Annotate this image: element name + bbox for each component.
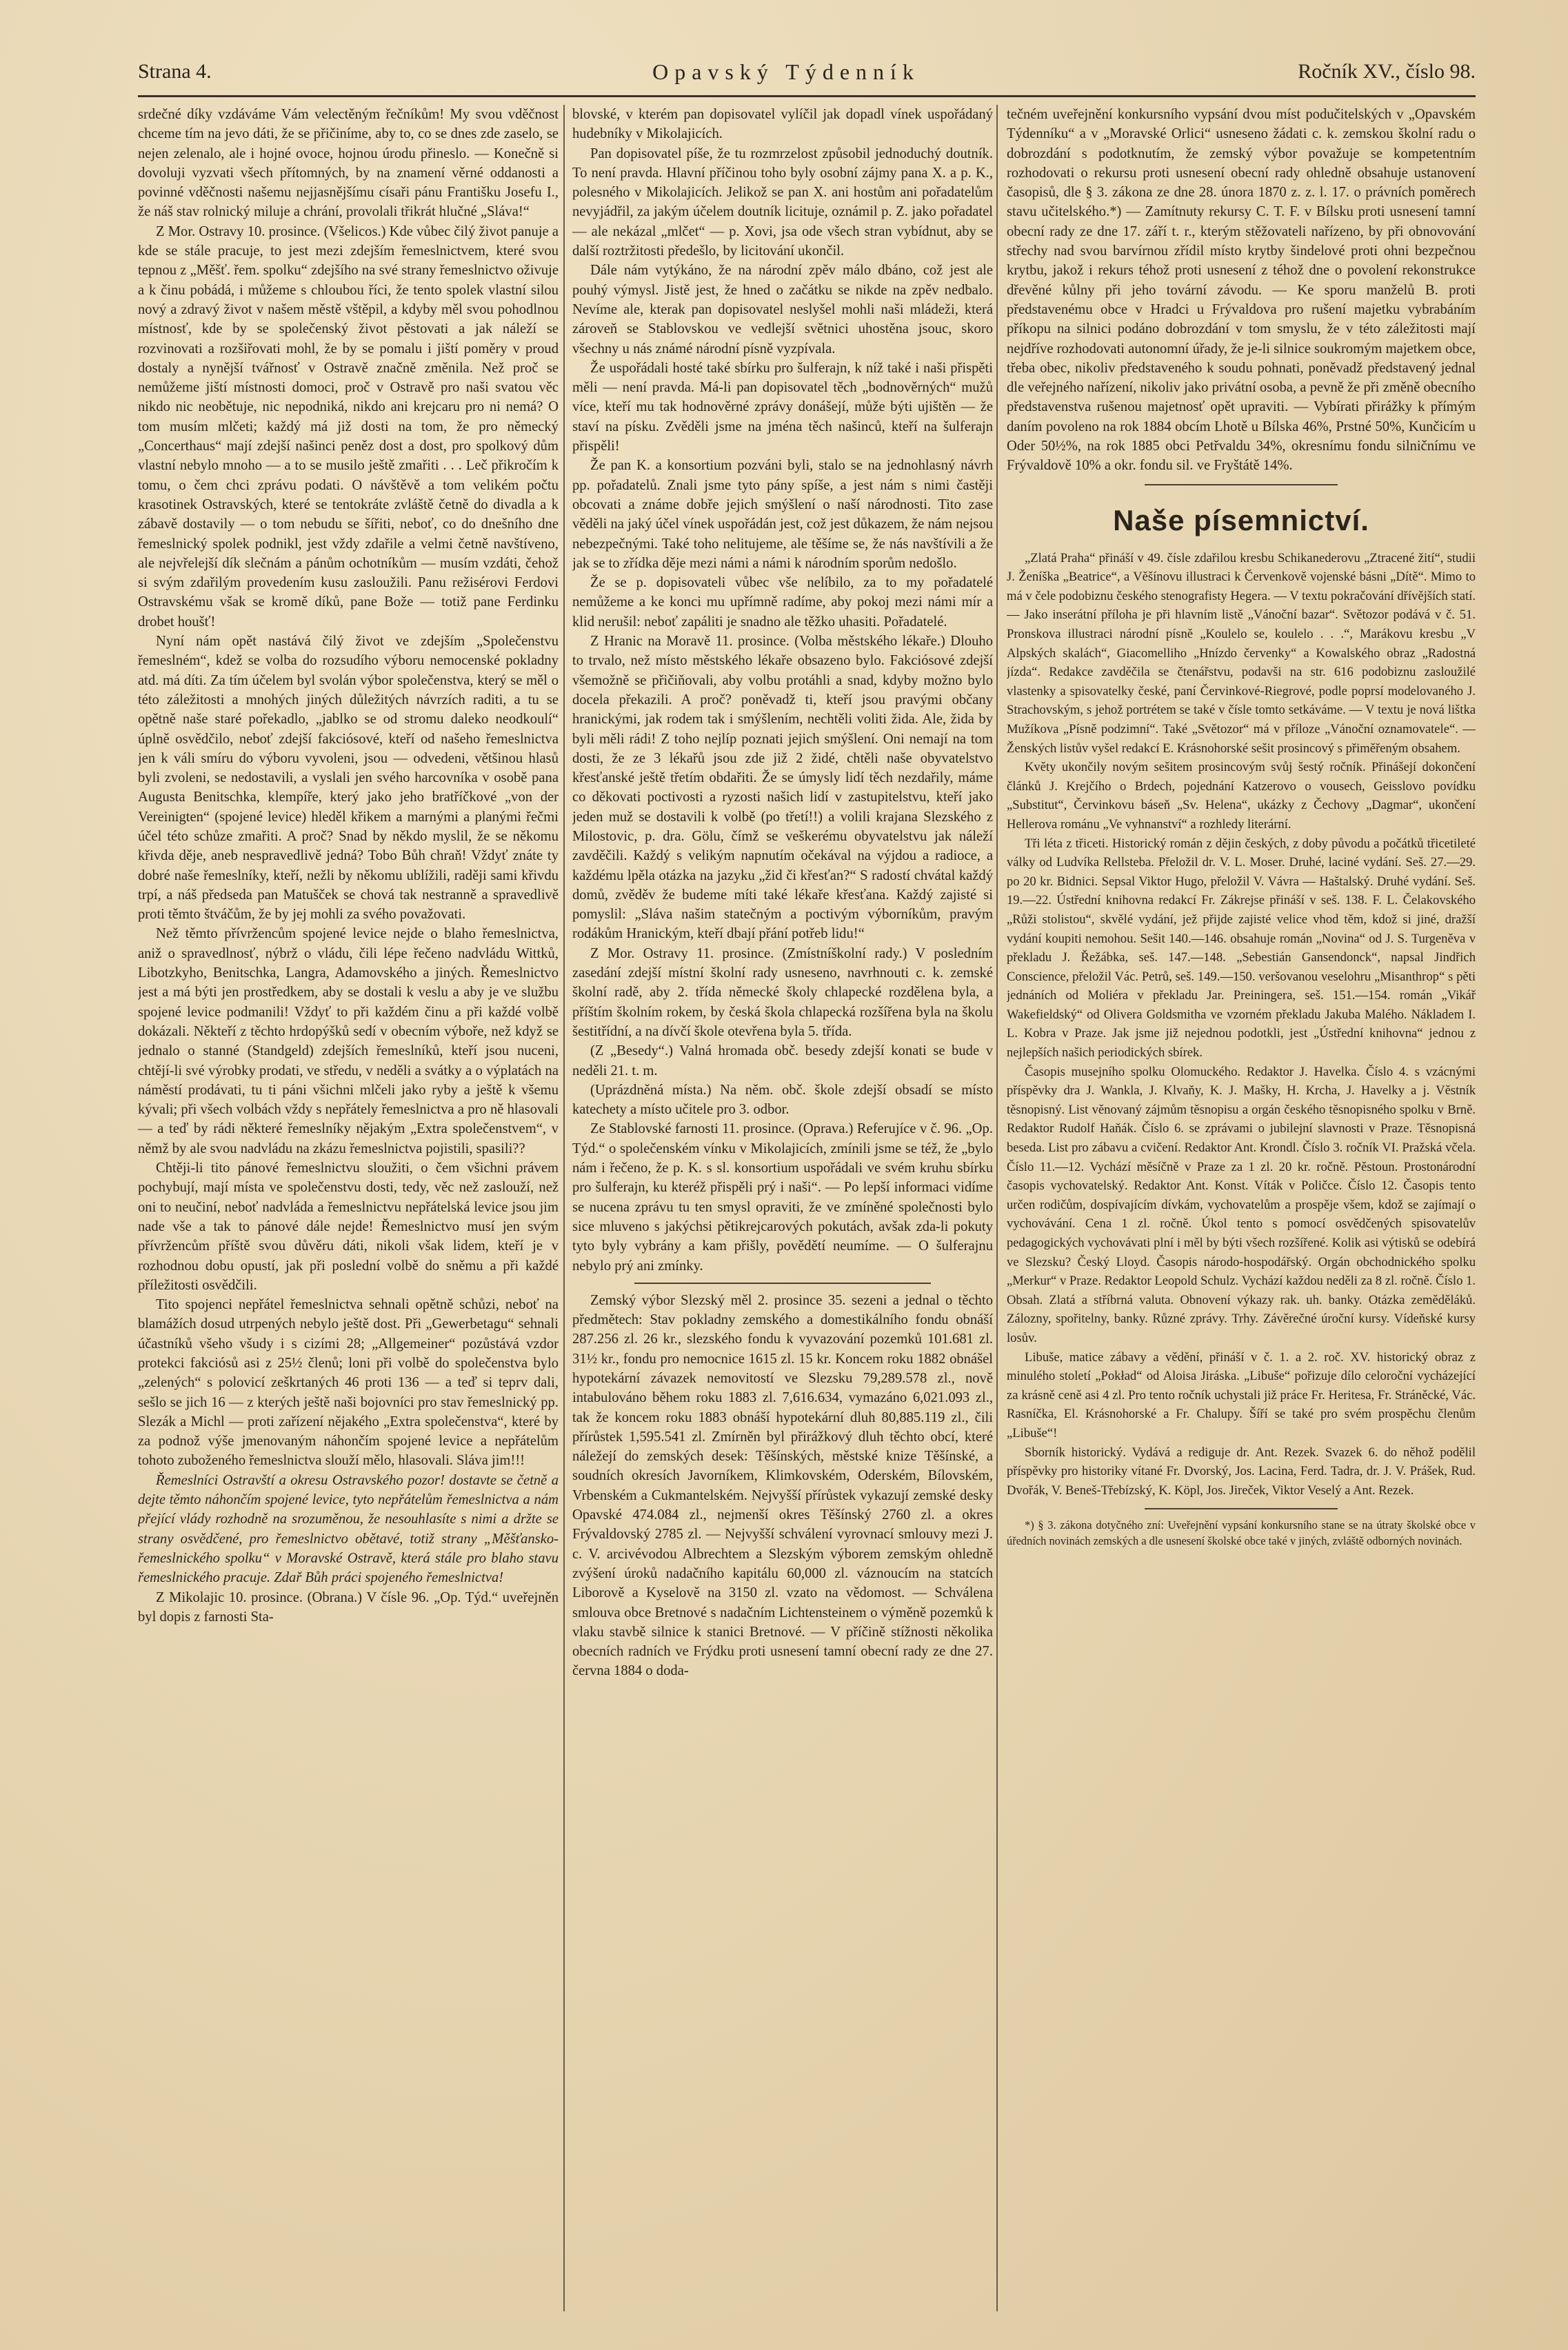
column-divider	[563, 105, 565, 2311]
page-number: Strana 4.	[138, 60, 212, 83]
page-header	[138, 54, 1476, 90]
article-paragraph: Zemský výbor Slezský měl 2. prosince 35. sezeni a jednal o těchto předmětech: Stav pokladny zemského a domestikálního fondu obnáší 287.256 zl. 26 kr., slezského fondu k vyvazování pozemků 101.681 zl. 31½ kr., fondu pro nemocnice 1615 zl. 15 kr. Koncem roku 1882 obnášel hypotekární závazek nemovitostí ve Slezsku 79,289.578 zl., nově intabulováno během roku 1883 zl. 7,616.634, vymazáno 6,021.093 zl., tak že koncem roku 1883 obnáší hypotekární dluh 80,885.119 zl., čili přírůstek 1,595.541 zl. Zmírněn byl přirážkový dluh těchto obcí, které náležejí do zemských desek: Těšínských, městské knize Těšínské, a soudních okresích Javorníkem, Klimkovském, Oderském, Bílovském, Vrbenském a Cukmantelském. Nejvyšší přírůstek vykazují zemské desky Opavské 474.084 zl., nejmenší okres Těšínský 2760 zl. a okres Frývaldovský 2785 zl. — Nejvyšší schválení vyrovnací smlouvy mezi J. c. V. arcivévodou Albrechtem a Slezským výborem zemským ohledně zvýšení úroků nadačního kapitálu 60,000 zl. váznoucím na statcích Liborově a Kyselově na 3150 zl. vzato na vědomost. — Schválena smlouva obce Bretnové s nadačním Lichtensteinem o výměně pozemků k vlaku stavbě silnice k stanici Bretnové. — V příčině stížnosti několika obecních radních ve Frýdku proti usnesení tamní obecní rady ze dne 27. června 1884 o doda-	[572, 1292, 993, 1679]
header-rule	[138, 95, 1476, 97]
column-divider	[996, 105, 998, 2311]
article-paragraph: tečném uveřejnění konkursního vypsání dvou míst podučitelských v „Opavském Týdenníku“ a v „Moravské Orlici“ usneseno žádati c. k. zemskou školní radu o dobrozdání s podotknutím, že zemský výbor považuje se kompetentním rozhodovati o rekursu proti usnesení obecní rady ohledně obsahuje ustanovení časopisů, dle § 3. zákona ze dne 28. února 1870 z. z. l. 17. o právních poměrech stavu učitelského.*) — Zamítnuty rekursy C. T. F. v Bílsku proti usnesení tamní obecní rady ze dne 17. září t. r., kterým stěžovateli nařízeno, by při obnovování střechy nad svou barvírnou zřídil místo krytby šindelové proti ohni bezpečnou krytbu, jakož i rekurs téhož proti usnesení z téhož dne o povolení rekonstrukce dřevěné kůlny při jeho tovární závodu. — Ke sporu manželů B. proti představenému obce v Hradci u Frývaldova pro rušení majetku vybrabáním příkopu na silnici podáno dobrozdání v tom smyslu, že v této záležitosti mají nejdříve rozhodovati autonomní úřady, že je-li silnice soukromým majetkem obce, třeba obec, nikoliv představeného k soudu pohnati, poněvadž představený jednal dle veřejného nařízení, nikoliv jako privátní osoba, a pevně že při změně obecního představenstva rušenou majetnosť opět upraviti. — Vybírati přirážky k přímým daním povoleno na rok 1884 obcím Lhotě u Bílska 46%, Prstné 50%, Kunčicím u Oder 50½%, na rok 1885 obci Petřvaldu 34%, okresnímu fondu silničnímu ve Frývaldově 10% a okr. fondu sil. ve Fryštátě 14%.	[1007, 107, 1476, 474]
article-paragraph: Řemeslníci Ostravští a okresu Ostravského pozor! dostavte se četně a dejte těmto náhončím spojené levice, tyto nepřátelům řemeslnictva a nám přející vlády rozhodně na srozuměnou, že nesouhlasíte s nimi a držte se strany osvědčené, pro řemeslnictvo obětavé, totiž strany „Měšťansko-řemeslnického spolku“ v Moravské Ostravě, která stále pro blaho stavu řemeslnického pracuje. Zdař Bůh práci spojeného řemeslnictva!	[138, 1472, 559, 1586]
article-paragraph: Chtěji-li tito pánové řemeslnictvu sloužiti, o čem všichni právem pochybují, mají místa ve společenstvu dosti, tedy, věc než zaslouží, než oni to neučiní, neboť nadvláda a řemeslnictvu nepřátelská levice jsou jim nade vše a tak to pánové dále nejde! Řemeslnictvo musí jen svým přívržencům příště svou důvěru dáti, nikoli však lidem, kteří je v rozhodnou dobu opustí, jak při poslední volbě do sněmu a při každé příležitosti osvědčili.	[138, 1161, 559, 1293]
article-paragraph: Nyní nám opět nastává čilý život ve zdejším „Společenstvu řemeslném“, kdež se volba do rozsudího výboru nemocenské pokladny atd. má díti. Za tím účelem byl svolán výbor společenstva, který se měl o této záležitosti a mnohých jiných důležitých návrzích raditi, a tu se opětně naše staré pořekadlo, „jablko se od stromu daleko neodkoulí“ úplně osvědčilo, neboť zdejší fakciósové, kteří od našeho řemeslnictva jen k váli smíru do výboru vyvoleni, jsou — odvedeni, většinou hlasů byli zvoleni, se nedostavili, a vyslali jen svého harcovníka v osobě pana Augusta Benitschka, klempíře, který jako jeho bratříčkové „von der Vereinigten“ (spojené levice) hleděl křikem a marnými a planými řečmi účel této schůze zmařiti. A proč? Snad by někdo myslil, že se někomu křivda děje, aneb nespravedlivě jedná? Tobo Bůh chraň! Vždyť znáte ty dobré naše řemeslníky, kteří, nežli by někomu ublížili, raději sami křivdu trpí, a náš předseda pan Matušček se chová tak nestranně a spravedlivě proti těmto štváčům, že by jej mohli za svého považovati.	[138, 634, 559, 923]
newspaper-title: Opavský Týdenník	[652, 59, 920, 84]
column-3	[1007, 105, 1476, 2311]
article-paragraph: (Uprázdněná místa.) Na něm. obč. škole zdejší obsadí se místo katechety a místo učitele pro 3. odbor.	[572, 1082, 993, 1118]
volume-issue: Ročník XV., číslo 98.	[1298, 60, 1476, 83]
article-paragraph: Že se p. dopisovateli vůbec vše nelíbilo, za to my pořadatelé nemůžeme a ke konci mu upřímně radíme, aby pokoj mezi námi mír a klid nerušil: neboť zapáliti je snadno ale těžko uhasiti. Pořadatelé.	[572, 575, 993, 630]
article-paragraph: Z Hranic na Moravě 11. prosince. (Volba městského lékaře.) Dlouho to trvalo, než místo městského lékaře obsazeno bylo. Fakciósové zdejší všemožně se přičiňovali, aby volbu protáhli a snad, kdyby možno bylo docela překazili. A proč? poněvadž ti, kteří jsou pravými občany hranickými, jak rodem tak i smýšlením, nechtěli voliti žida. Ale, žida by byli měli rádi! Z toho nejlíp poznati jejich smýšlení. Oni nemají na tom dosti, že ze 3 lékařů jsou zde již 2 židé, chtěli naše obyvatelstvo křesťanské ještě třetím obdařiti. Že se úmysly lidí těch nezdařily, máme co děkovati poctivosti a ryzosti našich lidí v zastupitelstvu, kteří jako jeden muž se dostavili k volbě (po třetí!!) a volili krajana Slezského z Milostovic, p. dra. Gölu, čímž se veškerému obyvatelstvu jak náleží zavděčili. Každý s velikým napnutím očekával na výjdou a radioce, a každému lpěla otázka na jazyku „žid či křesťan?“ S radostí chvátal každý domů, zvěděv že budeme míti také lékaře křesťana. Každý zajisté si pomyslil: „Sláva našim statečným a poctivým výborníkům, pravým rodákům Hranickým, kteří dbají přání potřeb lidu!“	[572, 634, 993, 942]
column-1	[138, 105, 559, 2311]
article-paragraph: blovské, v kterém pan dopisovatel vylíčil jak dopadl vínek uspořádaný hudebníky v Mikolajicích.	[572, 107, 993, 142]
article-paragraph: Z Mikolajic 10. prosince. (Obrana.) V čísle 96. „Op. Týd.“ uveřejněn byl dopis z farnosti Sta-	[138, 1589, 559, 1625]
article-paragraph: Pan dopisovatel píše, že tu rozmrzelost způsobil jednoduchý doutník. To není pravda. Hlavní příčinou toho byly osobní zájmy pana X. a p. K., polesného v Mikolajicích. Jelikož se pan X. ani hostům ani pořadatelům nevyjádřil, za jakým účelem doutník licituje, oznámil p. Z. jako pořadatel — ale nekázal „mlčet“ — p. Xovi, jsa ode všech stran vybídnut, aby se další roztržitosti předešlo, by licitování ukončil.	[572, 145, 993, 259]
article-paragraph: Že uspořádali hosté také sbírku pro šulferajn, k níž také i naši přispěti měli — není pravda. Má-li pan dopisovatel těch „bodnověrných“ mužů více, kteří mu tak hodnověrné zprávy donášejí, může býti ujištěn — že staví na písku. Zvěděli jsme na jména těch našinců, kteří na šulferajn přispěli!	[572, 360, 993, 454]
footnote: *) § 3. zákona dotyčného zní: Uveřejnění vypsání konkursního stane se na útraty školské obce v úředních novinách zemských a dle usnesení školské obce také v jiných, zvláště odborných novinách.	[1007, 1518, 1476, 1548]
article-paragraph: Dále nám vytýkáno, že na národní zpěv málo dbáno, což jest ale pouhý výmysl. Jistě jest, že hned o začátku se nikde na zpěv nedbalo. Nevíme ale, kterak pan dopisovatel neslyšel mohli naši mládeži, která zároveň se Stablovskou ve vedlejší světnici uhostěna jsouc, skoro všechny u nás známé národní písně vyzpívala.	[572, 263, 993, 356]
article-paragraph: Ze Stablovské farnosti 11. prosince. (Oprava.) Referujíce v č. 96. „Op. Týd.“ o společenském vínku v Mikolajicích, zmínili jsme se též, že „bylo nám i řečeno, že p. K. s sl. konsortium uspořádali ve svém kruhu sbírku pro šulferajn, ku kteréž přispěli prý i naši“. — Po lepší informaci vidíme se nucena zprávu tu ten smysl opraviti, že ve zmíněné společnosti bylo sice mluveno s jakýchsi pětikrejcarových pokutách, avšak zda-li pokuty tyto byly vybrány a kam přišly, povědětí neumíme. — O šulferajnu nebylo prý ani zmínky.	[572, 1121, 993, 1274]
article-paragraph: srdečné díky vzdáváme Vám velectěným řečníkům! My svou vděčnost chceme tím na jevo dáti, že se přičiníme, aby to, co se dnes zde zaselo, se nejen zelenalo, ale i hojné ovoce, hojnou úrodu přineslo. — Konečně si dovoluji vyzvati všech přítomných, by na znamení věrné oddanosti a povinné vděčnosti našemu nejjasnějšímu císaři pánu Františku Josefu I., že náš stav rolnický miluje a chrání, provolali třikrát hlučné „Sláva!“	[138, 107, 559, 220]
column-2	[572, 105, 993, 2311]
section-separator	[634, 1283, 931, 1284]
literature-paragraph: „Zlatá Praha“ přináší v 49. čísle zdařilou kresbu Schikanederovu „Ztracené žití“, studii J. Ženíška „Beatrice“, a Věšínovu illustraci k Červenkově vojenské básni „Dítě“. Mimo to má v čele podobiznu českého stenografisty Hegera. — V textu pokračování dřívějších statí. — Jako inserátní příloha je při hlavním listě „Vánoční bazar“. Světozor podává v č. 51. Pronskova illustraci národní písně „Koulelo se, koulelo . . .“, Marákovu kresbu „V Alpských skalách“, Giacomelliho „Hnízdo červenky“ a Kowalského obraz „Radostná jízda“. Redakce zavděčila se čtenářstvu, podavši na str. 616 podobiznu zasloužilé vlastenky a spisovatelky české, paní Červinkové-Riegrové, podle poprsí modelovaného J. Strachovským, s jehož portrétem se také v čísle tomto setkáváme. — V textu je nová lištka Mužíkova „Písně podzimní“. Také „Světozor“ má v příloze „Vánoční oznamovatele“. — Ženských listův vyšel redakcí E. Krásnohorské sešit prosincový s přiměřeným obsahem.	[1007, 550, 1476, 756]
article-paragraph: Tito spojenci nepřátel řemeslnictva sehnali opětně schůzi, neboť na blamážích dosud utrpených nebylo ještě dost. Při „Gewerbetagu“ sehnali účastníků všeho všudy i s cizími 28; „Allgemeiner“ pozůstává vzdor protekci fakciósů asi z 25½ členů; loni při volbě do společenstva bylo „zelených“ s polovicí zeškrtaných 46 proti 136 — a teď si teprv dali, sešlo se jich 16 — z kterých ještě naši bojovníci pro stav řemeslnický pp. Slezák a Michl — proti zařízení nějakého „Extra společenstva“, které by za podnož výše jmenovaným náhončím spojené levice a nepřátelům tohoto zuboženého řemeslnictva slouží mělo, hlasovali. Sláva jim!!!	[138, 1297, 559, 1469]
literature-paragraph: Tři léta z třiceti. Historický román z dějin českých, z doby původu a počátků třicetileté války od Ludvíka Rellsteba. Přeložil dr. V. L. Moser. Druhé, laciné vydání. Seš. 27.—29. po 20 kr. Bidnici. Sepsal Viktor Hugo, přeložil V. Vávra — Haštalský. Druhé vydání. Seš. 19.—22. Ústřední knihovna redakcí Fr. Zákrejse přináší v seš. 138. F. L. Čelakovského „Růži stolistou“, skvělé vydání, jež přijde zajisté velice vhod těm, kdož si jiné, dražší vydání koupiti nemohou. Sešit 140.—146. obsahuje román „Novina“ od J. S. Turgeněva v překladu J. Řežábka, seš. 147.—148. „Sebestián Gansendonck“, napsal Jindřich Conscience, přeložil Vác. Petrů, seš. 149.—150. veršovanou veselohru „Misanthrop“ s pěti jednáních od Moliéra v překladu Jar. Preiningera, seš. 151.—154. román „Vikář Wakefieldský“ od Olivera Goldsmitha ve vzorném překladu Jakuba Malého. Nákladem I. L. Kobra v Praze. Jak jsme již nejednou podotkli, jest „Ústřední knihovna“ jednou z nejlepších našich periodických sbírek.	[1007, 836, 1476, 1061]
footnote-separator	[1145, 1508, 1338, 1509]
literature-paragraph: Časopis musejního spolku Olomuckého. Redaktor J. Havelka. Číslo 4. s vzácnými příspěvky dra J. Wankla, J. Klvaňy, K. J. Mašky, H. Krcha, J. Havelky a j. Věstník těsnopisný. List věnovaný zájmům těsnopisu a orgán českého těsnopisného spolku v Brně. Redaktor Rudolf Haňák. Číslo 6. se zprávami o jubilejní slavnosti v Praze. Těsnopisná beseda. List pro zábavu a cvičení. Redaktor Ant. Krondl. Číslo 3. ročník VI. Pražská včela. Číslo 11.—12. Vychází měsíčně v Praze za 1 zl. 20 kr. ročně. Pěstoun. Prostonárodní časopis vychovatelský. Redaktor Ant. Konst. Víták v Poličce. Číslo 12. Časopis tento určen rodičům, dospívajícím dívkám, vychovatelům a prospěje všem, kdož se zajímají o vychovávání. Cena 1 zl. ročně. Úkol tento s pomocí osvědčených spisovatelův pedagogických vychovávati plní i měl by býti všech rozšířené. Kolik asi výtisků se odebírá ve Slezsku? Český Lloyd. Časopis národo-hospodářský. Orgán obchodnického spolku „Merkur“ v Praze. Redaktor Leopold Schulz. Vychází každou neděli za 8 zl. ročně. Číslo 1. Obsah. Zlatá a stříbrná valuta. Obnovení výkazy rak. uh. banky. Otázka zeměděláků. Zálozny, spořitelny, banky. Různé zprávy. Trhy. Závěrečné úroční kursy. Vídeňské kursy losův.	[1007, 1064, 1476, 1345]
article-paragraph: Z Mor. Ostravy 11. prosince. (Zmístníškolní rady.) V posledním zasedání zdejší místní školní rady usneseno, navrhnouti c. k. zemské školní radě, aby 2. třída německé školy chlapecké rozdělena byla, a příštím školním rokem, by česká škola chlapecká rozšířena byla na školu šestitřídní, a na dívčí škole otevřena byla 5. třída.	[572, 945, 993, 1039]
article-paragraph: (Z „Besedy“.) Valná hromada obč. besedy zdejší konati se bude v neděli 21. t. m.	[572, 1043, 993, 1078]
article-paragraph: Než těmto přívržencům spojené levice nejde o blaho řemeslnictva, aniž o spravedlnosť, nýbrž o vládu, čili lépe řečeno nadvládu Wittků, Libotzkyho, Benitschka, Langra, Adamovského a jiných. Řemeslnictvo jest a má býti jen prostředkem, aby se dostali k veslu a aby je ve službu spojené levice podmanili! Vždyť to při každém činu a při každé volbě dokázali. Někteří z těchto hrdopýšků sedí v obecním výboře, než když se jednalo o stanné (Standgeld) zdejších řemeslníků, kteří jsou nuceni, chtějí-li své výrobky prodati, ve středu, v neděli a svátky a o výplatách na náměstí prodávati, tu ti páni všichni mlčeli jako ryby a ještě k všemu kývali; při všech volbách vždy s nepřátely řemeslnictva a pro ně hlasovali — a teď by rádi některé řemeslníky nějakým „Extra společenstvem“, v němž by ale svou nadvládu na zkázu řemeslnictva pojistili, spasili??	[138, 926, 559, 1156]
literature-paragraph: Květy ukončily novým sešitem prosincovým svůj šestý ročník. Přinášejí dokončení článků J. Krejčího o Brdech, pojednání Katzerovo o vousech, Geisslovo povídku „Substitut“, Červinkovu báseň „Sv. Helena“, ukázky z Čechovy „Dagmar“, ukončení Hellerova románu „Ve vyhnanství“ a rozhledy literární.	[1007, 760, 1476, 832]
section-separator	[1145, 484, 1338, 485]
literature-paragraph: Sborník historický. Vydává a rediguje dr. Ant. Rezek. Svazek 6. do něhož podělil příspěvky pro historiky vítané Fr. Dvorský, Jos. Lacina, Ferd. Tadra, dr. J. V. Prášek, Rud. Dvořák, V. Beneš-Třebízský, K. Köpl, Jos. Jireček, Viktor Veselý a Ant. Rezek.	[1007, 1445, 1476, 1498]
article-paragraph: Že pan K. a konsortium pozváni byli, stalo se na jednohlasný návrh pp. pořadatelů. Znali jsme tyto pány spíše, a jest nám s nimi častěji obcovati a známe dobře jejich smýšlení o naší národnosti. Tito zase věděli na jaký účel vínek uspořádán jest, což jest důkazem, že nám nejsou nebezpečnými. Také toho nelitujeme, ale těšíme se, že nás navštívili a že jak se to zřídka děje mezi námi a námi k národním sporům nedošlo.	[572, 458, 993, 571]
literature-section-heading: Naše písemnictví.	[1113, 503, 1369, 536]
article-paragraph: Z Mor. Ostravy 10. prosince. (Všelicos.) Kde vůbec čilý život panuje a kde se stále pracuje, to jest mezi zdejším řemeslnictvem, které svou tepnou z „Měšť. řem. spolku“ zdejšího na své strany řemeslnictvo oživuje a k činu pobádá, i můžeme s chloubou říci, že tento spolek vlastní silou nový a zdravý život v našem městě vštěpil, a kdyby měl svou pohodlnou místnosť, kde by se společenský život pěstovati a jak náleží se rozvinovati a rozšiřovati mohl, že by se pomalu i jiští poměry v proud dostaly a nynější tvářnosť v Ostravě značně změnila. Než proč se nemůžeme jiští místnosti domoci, proč v Ostravě pro naši svatou věc nikdo nic neobětuje, nic nepodniká, nikdo ani krejcaru pro ni nemá? O tom musím mlčeti; každý má již dosti na tom, že pro německý „Concerthaus“ mají zdejší našinci peněz dost a dost, pro spolkový dům vlastní nebylo mnoho — a to se musilo ještě zmařiti . . . Leč přikročím k tomu, o čem chci zprávu podati. O návštěvě a tom velikém počtu krasotinek Ostravských, které se tentokráte zvláště četně do divadla a k zábavě dostavily — o tom nebudu se šířiti, neboť, co do dnešního dne řemeslnický spolek podnikl, jest vždy zdařile a velmi četně navštíveno, ale nejvřelejší dík slečnám a pánům ochotníkům — musím vzdáti, čehož si svým zdařilým provedením kusu zasloužili. Panu režisérovi Ferdovi Ostravskému však se kromě díků, pane Bože — totiž pane Ferdinku drobet houšť!	[138, 223, 559, 630]
literature-section	[1007, 549, 1476, 1500]
literature-paragraph: Libuše, matice zábavy a vědění, přináší v č. 1. a 2. roč. XV. historický obraz z minulého století „Pokład“ od Aloisa Jiráska. „Libuše“ pořizuje dílo celoroční vycházející za krásně ceně asi 4 zl. Pro tento ročník uchystali již práce Fr. Heritesa, Fr. Stráněcké, Vác. Rasníčka, El. Krásnohorské a Fr. Chalupy. Šíří se také pro svém prospěchu členům „Libuše“!	[1007, 1349, 1476, 1440]
